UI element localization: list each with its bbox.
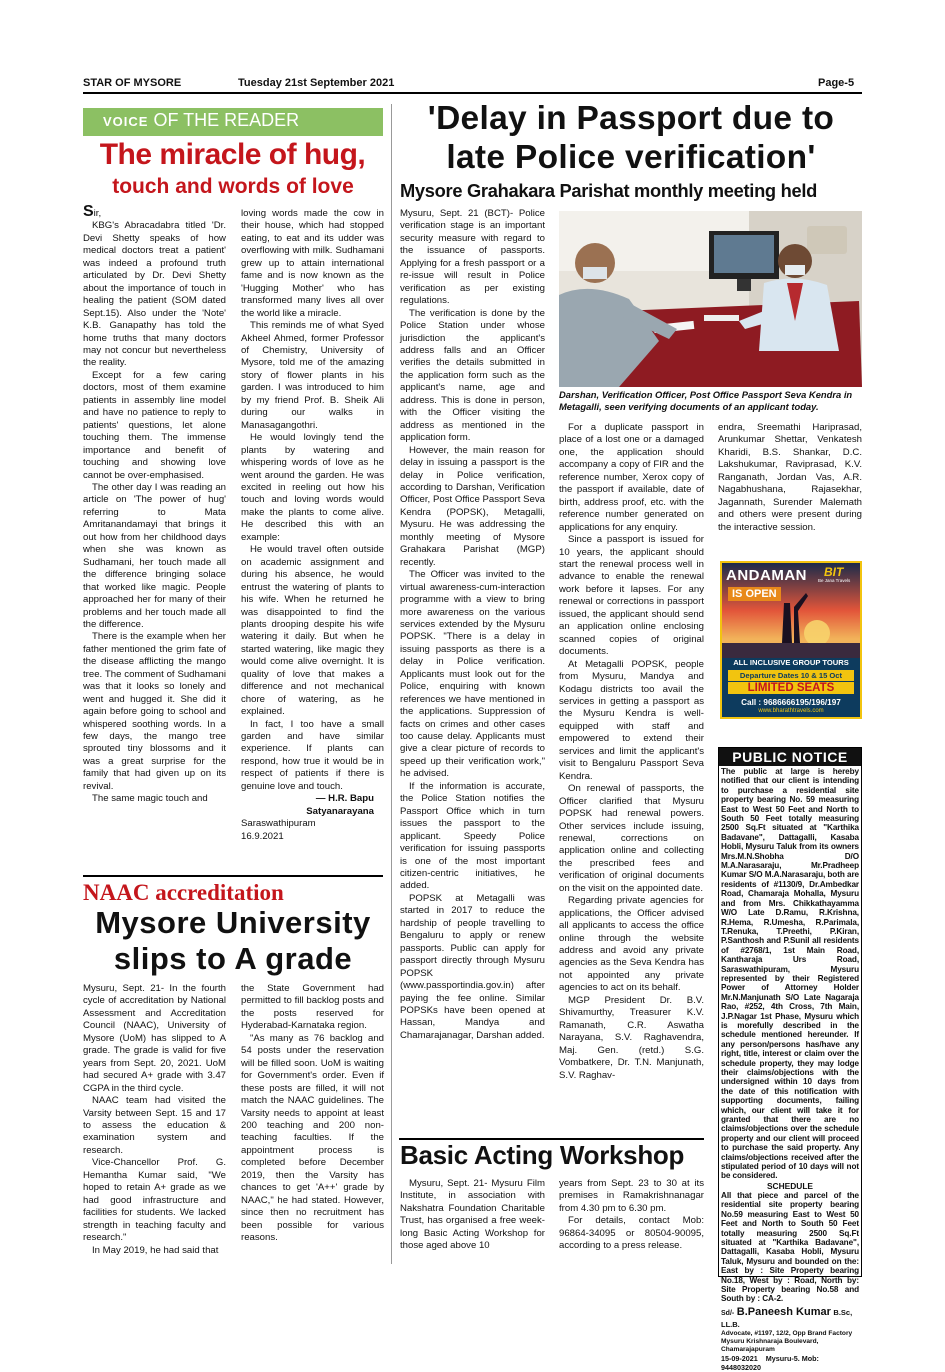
notice-address-2: Krishnaraja Boulevard, Chamarajapuram xyxy=(721,1337,819,1353)
naac-column-2 xyxy=(241,983,384,1263)
workshop-column-1 xyxy=(400,1178,545,1268)
notice-degree: B.Sc, LL.B. xyxy=(721,1307,853,1329)
voice-kicker-b: OF THE READER xyxy=(153,110,300,130)
naac-paragraph: "As many as 76 backlog and 54 posts under the reservation will be filled soon. UoM is waiting for Government's order. Even if these posts are filled, it will not match the NAAC guidelines. The Varsity needs to appoint at least 200 teaching and 200 non-teaching faculties. If the appointment process is completed before December 2019, then the Varsity has chances to get 'A++' grade by NAAC," he had stated. However, since then no recruitment has been possible for various reasons. xyxy=(241,1032,384,1244)
voice-paragraph: The same magic touch and xyxy=(92,793,208,805)
ad-website[interactable]: www.bharathtravels.com xyxy=(758,708,824,714)
voice-column-2 xyxy=(241,208,384,868)
voice-subtitle: touch and words of love xyxy=(112,175,354,198)
voice-paragraph: Except for a few caring doctors, most of them examine patients in assembly line model and have no patience to reply to patients' questions, let alone touching them. The immense importance and benefit of touching and showing love cannot be over-emphasised. xyxy=(83,369,226,481)
notice-date: 15-09-2021 xyxy=(721,1353,758,1363)
naac-paragraph: the State Government had permitted to fill backlog posts and the posts reserved for Hyderabad-Karnataka region. xyxy=(241,983,384,1032)
paper-name: STAR OF MYSORE xyxy=(83,77,182,89)
notice-place: Mysuru xyxy=(721,1337,745,1345)
voice-paragraph: He would travel often outside on academic assignment and during his absence, he would entrust the watering of plants to his wife. When he returned he was disappointed to find the plants drooping despite his wife watering it daily. But when he started watering, like magic they would come alive overnight. It is quality of love that makes a difference and not mechanical chore of watering, as he explained. xyxy=(241,544,384,718)
passport-paragraph: The Officer was invited to the virtual awareness-cum-interaction programme with a view to bring more awareness on the various services extended by the Mysuru POPSK. "There is a delay in issuing passports as there is a delay in Police verification. Applicants must look out for the Police, enquiring with known references we have mentioned in the applications. Suppression of facts on crimes and other cases too cause delay. Applicants must give a clear picture of records to speed up their verification work," he advised. xyxy=(400,569,545,780)
voice-paragraph: KBG's Abracadabra titled 'Dr. Devi Shetty speaks of how medical doctors treat a patient' was indeed a profound truth articulated by Dr. Devi Shetty about the importance of touch in healing the patient (SOM dated Sept.15). Also under the 'Note' K.B. Ganapathy has told the home truths that many doctors may not concur but nevertheless the reality. xyxy=(83,220,226,369)
passport-paragraph: Since a passport is issued for 10 years, the applicant should start the renewal process well in advance to enable the renewal work before it lapses. For any renewal or corrections in passport issued, the applicant should send an application online enclosing scanned copies of original documents. xyxy=(559,534,704,658)
passport-subtitle: Mysore Grahakara Parishat monthly meeting held xyxy=(400,180,817,201)
naac-paragraph: Vice-Chancellor Prof. G. Hemantha Kumar said, "We hoped to retain A+ grade as we had good infrastructure and facilities for students. We lacked strength in teaching faculty and research." xyxy=(83,1157,226,1244)
voice-dropcap: S xyxy=(83,203,94,220)
voice-sign-date: 16.9.2021 xyxy=(241,830,284,842)
ad-tour: ALL INCLUSIVE GROUP TOURS xyxy=(733,658,849,667)
andaman-ad[interactable] xyxy=(720,561,862,719)
passport-title-line-2: late Police verification' xyxy=(446,139,816,176)
naac-paragraph: In May 2019, he had said that xyxy=(92,1244,219,1256)
passport-paragraph: endra, Sreemathi Hariprasad, Arunkumar Shettar, Venkatesh Kharidi, B.S. Shankar, D.C. Lakshukumar, Raviprasad, K.V. Ranganath, Jordan Vas, A.R. Nagabhushana, Rajasekhar, Jagannath, Surender Malemath and others were present during the interactive session. xyxy=(718,422,862,533)
passport-column-3 xyxy=(718,422,862,552)
header-rule xyxy=(83,92,862,94)
workshop-title: Basic Acting Workshop xyxy=(400,1140,685,1170)
naac-title-line-2: slips to A grade xyxy=(113,941,353,976)
passport-column-2 xyxy=(559,422,704,1138)
voice-column-1 xyxy=(83,203,226,868)
ad-departure: Departure Dates 10 & 15 Oct xyxy=(728,670,854,681)
column-separator xyxy=(391,104,392,1264)
passport-column-1 xyxy=(400,208,545,1138)
ad-destination: ANDAMAN xyxy=(726,567,807,584)
voice-kicker-a: VOICE xyxy=(103,114,149,129)
ad-limited: LIMITED SEATS xyxy=(728,682,854,694)
ad-badge: IS OPEN xyxy=(728,587,781,601)
notice-schedule-title: SCHEDULE xyxy=(766,1180,814,1191)
voice-paragraph: loving words made the cow in their house, which had stopped eating, to eat and its udder was overflowing with milk. Sudhamani grew up to attain international fame and is now known as the 'Hugging Mother' who has transformed many lives all over the world like a miracle. xyxy=(241,208,384,319)
passport-paragraph: At Metagalli POPSK, people from Mysuru, Mandya and Kodagu districts too avail the services in getting a passport as the Mysuru Kendra is well-equipped with staff and empowered to extend their services and limit the applicant's visit to Bengaluru Passport Seva Kendra. xyxy=(559,658,704,782)
voice-paragraph: He would lovingly tend the plants by watering and whispering words of love as he went around the garden. He was excited in reeling out how his touch and loving words would make the plants to come alive. He described this with an example: xyxy=(241,432,384,543)
workshop-paragraph: Mysuru, Sept. 21- Mysuru Film Institute, in association with Nakshatra Foundation Charitable Trust, has organised a free week-long Basic Acting Workshop for those aged above 10 xyxy=(400,1178,545,1252)
public-notice xyxy=(718,747,862,1372)
voice-paragraph: In fact, I too have a small garden and have similar experience. If plants can respond, how true it would be in respect of patients if there is genuine love and touch. xyxy=(241,718,384,792)
notice-address-1: Advocate, #1197, 12/2, Opp Brand Factory xyxy=(721,1329,853,1337)
issue-date: Tuesday 21st September 2021 xyxy=(238,77,395,89)
voice-salutation: ir, xyxy=(93,208,102,219)
notice-schedule: All that piece and parcel of the residential site property bearing No.59 measuring East to West 50 Feet and North to South 50 Feet totally measuring 2500 Sq.Ft situated at "Karthika Badavane", Dattagalli, Kasaba Hobli, Mysuru Taluk, Mysuru and bounded on the: East by : Site Property bearing No.18, West by : Road, North by: Site Property bearing No.58 and South by : CA-2. xyxy=(721,1190,859,1304)
notice-advocate: B.Paneesh Kumar xyxy=(736,1305,831,1318)
notice-title: PUBLIC NOTICE xyxy=(719,748,861,766)
passport-paragraph: The verification is done by the Police Station under whose jurisdiction the applicant's address falls and an Officer verifies the details submitted in the application form such as the applicant's name, age and address. This is done in person, with the Officer visiting the address as mentioned in the application form. xyxy=(400,307,545,444)
passport-paragraph: Mysuru, Sept. 21 (BCT)- Police verification stage is an important security measure with regard to the issuance of passports. Applying for a fresh passport or a re-issue will result in Police verification as per existing regulations. xyxy=(400,208,545,307)
voice-paragraph: The other day I was reading an article on 'The power of hug' referring to Mata Amritanandamayi that brings it out how from her childhood days when she was known as Sudhamani, her touch made all the difference bringing solace that worked like magic. People approached her for many of their problems and her touch made all the difference. xyxy=(83,481,226,630)
passport-paragraph: If the information is accurate, the Police Station notifies the Passport Office which in turn issues the passport to the applicant. Speedy Police verification for issuing passports is one of the most important citizen-centric initiatives, he added. xyxy=(400,780,545,892)
workshop-column-2 xyxy=(559,1178,704,1268)
workshop-paragraph: years from Sept. 23 to 30 at its premises in Ramakrishnanagar from 4.30 pm to 6.30 pm. xyxy=(559,1178,704,1214)
voice-kicker xyxy=(103,110,299,131)
voice-paragraph: There is the example when her father mentioned the grim fate of the disease afflicting the mango tree. The comment of Sudhamani was that it looks so lonely and went and hugged it. She did it again before going to school and whispered soothing words. In a few days, the mango tree sprouted tiny blossoms and it was a great surprise for the family that had given up on its revival. xyxy=(83,631,226,792)
naac-column-1 xyxy=(83,983,226,1263)
notice-body: The public at large is hereby notified that our client is intending to purchase a residential site property bearing No. 59 measuring East to West 50 Feet and North to South 50 Feet totally measuring 2500 Sq.Ft situated at "Karthika Badavane", Dattagalli, Kasaba Hobli, Mysuru Taluk from its owners Mrs.M.N.Shobha D/O M.A.Narasaraju, Mr.Pradheep Kumar S/O M.A.Narasaraju, both are residents of #1130/9, Dr.Ambedkar Road, Chamaraja Mohalla, Mysuru and from Mrs. Chikkathayamma W/O Late D.Ramu, R.Krishna, R.Hema, R.Umesha, R.Parimala, T.Renuka, T.Preethi, P.Kiran, P.Santhosh and P.Sunil all residents of #2768/1, 1st Main Road, Kantharaja Urs Road, Saraswathipuram, Mysuru represented by their Registered Power of Attorney Holder Mr.N.Manjunath S/O Late Nagaraja Rao, #252, 4th Cross, 7th Main, J.P.Nagar 1st Phase, Mysuru which is morefully described in the schedule mentioned hereunder. If any person/persons has/have any right, title, interest or claim over the schedule property, they may lodge their claims/objections with the undersigned within 10 days from the date of this notification with supporting documents, failing which, our client will take it for granted that there are no claims/objections over the schedule property and our client will proceed to purchase the said property. Any claims/objections received after the stipulated period of 10 days will not be considered. xyxy=(721,767,859,1181)
passport-paragraph: POPSK at Metagalli was started in 2017 to reduce the hardship of people travelling to Bengaluru to apply or renew passports. Public can apply for passport directly through Mysuru POPSK (www.passportindia.gov.in) after paying the fee online. Similar POPSKs have been opened at Hassan, Mandya and Chamarajanagar, Darshan added. xyxy=(400,892,545,1041)
ad-phone[interactable]: Call : 9686666195/196/197 xyxy=(741,698,841,707)
naac-paragraph: NAAC team had visited the Varsity between Sept. 15 and 17 to assess the education & examination system and research. xyxy=(83,1095,226,1156)
passport-photo xyxy=(559,211,862,387)
voice-signature: — H.R. Bapu Satyanarayana xyxy=(306,793,374,817)
passport-paragraph: However, the main reason for delay in issuing a passport is the delay in Police verification, according to Darshan, Verification Officer, Post Office Passport Seva Kendra (POPSK), Metagalli, Mysuru. He was addressing the monthly meeting of Mysore Grahakara Parishat (MGP) recently. xyxy=(400,444,545,568)
voice-paragraph: This reminds me of what Syed Akheel Ahmed, former Professor of Chemistry, University of Mysore, told me of the amazing story of flower plants in his garden. I was introduced to him by my friend Prof. B. Sheik Ali during our walks in Manasagangothri. xyxy=(241,320,384,431)
ad-logo-sub: Be Jana Travels xyxy=(818,578,851,583)
passport-title-line-1: 'Delay in Passport due to xyxy=(427,100,835,137)
passport-paragraph: On renewal of passports, the Officer clarified that Mysuru POPSK had renewal powers. Other services include issuing, renewal, corrections on application online and collecting the prescribed fees and verification of original documents on the visit on the appointed date. xyxy=(559,783,704,894)
notice-sd: Sd/- xyxy=(721,1309,735,1317)
naac-title-line-1: Mysore University xyxy=(95,905,371,940)
voice-place: Saraswathipuram xyxy=(241,818,316,830)
passport-photo-caption: Darshan, Verification Officer, Post Office Passport Seva Kendra in Metagalli, seen verifying documents of an applicant today. xyxy=(559,389,853,412)
passport-paragraph: For a duplicate passport in place of a lost one or a damaged one, the application should accompany a copy of FIR and the reference number, Xerox copy of the passport if available, date of birth, address proof, etc. with the reference number generated on applications for any enquiry. xyxy=(559,422,704,533)
passport-paragraph: MGP President Dr. B.V. Shivamurthy, Treasurer K.V. Ramanath, C.R. Aswatha Narayana, S.V. Raghavendra, Maj. Gen. (retd.) S.G. Vombatkere, Dr. T.N. Manjunath, S.V. Raghav- xyxy=(559,994,704,1081)
naac-paragraph: Mysuru, Sept. 21- In the fourth cycle of accreditation by National Assessment and Accreditation Council (NAAC), University of Mysore (UoM) has slipped to A grade. The grade is valid for five years from Sept. 20, 2021. UoM had secured A+ grade with 3.47 CGPA in the third cycle. xyxy=(83,983,226,1094)
voice-title: The miracle of hug, xyxy=(99,138,366,171)
page-number: Page-5 xyxy=(818,77,855,89)
passport-paragraph: Regarding private agencies for applications, the Officer advised all applicants to access the office online through the website address and avoid any private agencies as the Seva Kendra has not appointed any private agencies to act on its behalf. xyxy=(559,895,704,994)
photo-illustration xyxy=(559,211,862,387)
notice-contact: Mysuru-5. Mob: 9448032020 xyxy=(721,1353,819,1372)
ad-logo: BIT xyxy=(824,565,844,579)
naac-kicker: NAAC accreditation xyxy=(83,880,284,905)
voice-divider xyxy=(83,875,383,877)
workshop-paragraph: For details, contact Mob: 96864-34095 or 80504-90095, according to a press release. xyxy=(559,1215,704,1252)
